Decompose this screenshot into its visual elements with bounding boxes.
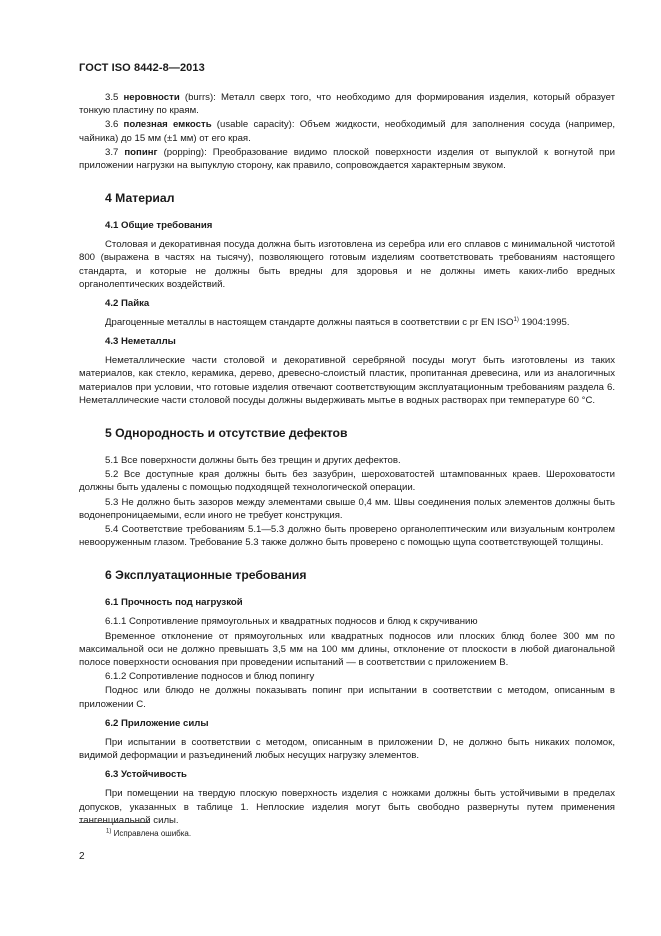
page-number: 2 [79, 851, 85, 862]
paragraph-text: Драгоценные металлы в настоящем стандарте должны паяться в соответствии с pr EN ISO [105, 317, 514, 329]
paragraph-6-2: При испытании в соответствии с методом, описанным в приложении D, не должно быть никаких поломок, видимой деформации и разъединений любых несущих нагрузку элементов. [79, 736, 615, 762]
paragraph-6-1-2-title: 6.1.2 Сопротивление подносов и блюд попингу [105, 671, 315, 683]
paragraph-6-3: При помещении на твердую плоскую поверхность изделия с ножками должны быть устойчивыми в пределах допусков, указанных в таблице 1. Неплоские изделия могут быть свободно развернуты путем применения тангенциальной силы. [79, 788, 615, 826]
definition-text: (usable capacity): Объем жидкости, необходимый для заполнения сосуда (например, чайника) до 15 мм (±1 мм) от его края. [79, 119, 616, 144]
definition-term: неровности [123, 92, 180, 103]
section-5-heading: 5 Однородность и отсутствие дефектов [105, 426, 348, 441]
subsection-6-3-heading: 6.3 Устойчивость [105, 769, 187, 781]
footnote-reference: 1) [513, 316, 519, 323]
paragraph-5-4: 5.4 Соответствие требованиям 5.1—5.3 должно быть проверено органолептическим или визуальным контролем невооруженным глазом. Требование 5.3 также должно быть проверено с помощью щупа соответствующей толщины. [79, 524, 615, 549]
definition-3-5 [79, 91, 615, 117]
subsection-4-2-heading: 4.2 Пайка [105, 298, 150, 310]
paragraph-6-1-2: Поднос или блюдо не должны показывать попинг при испытании в соответствии с методом, описанным в приложении С. [79, 685, 615, 710]
paragraph-5-2: 5.2 Все доступные края должны быть без зазубрин, шероховатостей штампованных краев. Шероховатости должны быть удалены с помощью подходящей технологической операции. [79, 469, 615, 494]
section-4-heading: 4 Материал [105, 191, 175, 206]
paragraph-6-1-1-title: 6.1.1 Сопротивление прямоугольных и квадратных подносов и блюд к скручиванию [105, 616, 478, 628]
section-6-heading: 6 Эксплуатационные требования [105, 568, 307, 583]
definition-3-7 [79, 146, 615, 172]
page-body [79, 91, 615, 827]
definition-text: (popping): Преобразование видимо плоской поверхности изделия от выпуклой к вогнутой при приложении нагрузки на выпуклую сторону, как правило, сопровождается характерным звуком. [79, 146, 615, 172]
footnote-mark: 1) [106, 828, 112, 835]
paragraph-4-3: Неметаллические части столовой и декоративной серебряной посуды могут быть изготовлены из таких материалов, как стекло, керамика, дерево, древесно-слоистый пластик, пропитанная древесина, или из аналогичных материалов при условии, что готовые изделия отвечают соответствующим эксплуатационным требованиям раздела 6. Неметаллические части столовой посуды должны выдерживать мытье в водных растворах при температуре 60 °С. [79, 355, 615, 406]
subsection-4-1-heading: 4.1 Общие требования [105, 220, 213, 232]
footnote-divider [79, 822, 149, 823]
definition-term: попинг [124, 146, 158, 158]
definition-number: 3.6 [105, 119, 119, 131]
paragraph-text: 1904:1995. [518, 317, 570, 329]
subsection-6-2-heading: 6.2 Приложение силы [105, 717, 209, 729]
definition-term: полезная емкость [123, 119, 212, 131]
footnote [106, 829, 191, 838]
definition-number: 3.5 [105, 92, 119, 103]
paragraph-5-1: 5.1 Все поверхности должны быть без трещин и других дефектов. [105, 455, 401, 467]
subsection-6-1-heading: 6.1 Прочность под нагрузкой [105, 597, 243, 609]
paragraph-4-1: Столовая и декоративная посуда должна быть изготовлена из серебра или его сплавов с минимальной чистотой 800 (выражена в частях на тысячу), позволяющего готовым изделиям соответствовать требованиям настоящего стандарта, и которые не должны быть вредны для здоровья и не должны иметь каких-либо вредных органолептических воздействий. [79, 239, 615, 290]
definition-text: (burrs): Металл сверх того, что необходимо для формирования изделия, который образует тонкую пластину по краям. [79, 92, 616, 117]
subsection-4-3-heading: 4.3 Неметаллы [105, 336, 176, 348]
definition-number: 3.7 [105, 146, 119, 158]
paragraph-4-2 [79, 316, 615, 329]
footnote-text: Исправлена ошибка. [111, 829, 192, 838]
paragraph-5-3: 5.3 Не должно быть зазоров между элементами свыше 0,4 мм. Швы соединения полых элементов должны быть водонепроницаемыми, если иного не требует конструкция. [79, 496, 615, 521]
document-header: ГОСТ ISO 8442-8—2013 [79, 62, 205, 74]
paragraph-6-1-1: Временное отклонение от прямоугольных или квадратных подносов или плоских блюд более 300 мм по максимальной оси не должно превышать 3,5 мм на 100 мм длины, отклонение от плоскости в любой диагональной полосе поверхности основания при проведении испытаний — в соответствии с приложением В. [79, 630, 615, 669]
definition-3-6 [79, 118, 615, 144]
